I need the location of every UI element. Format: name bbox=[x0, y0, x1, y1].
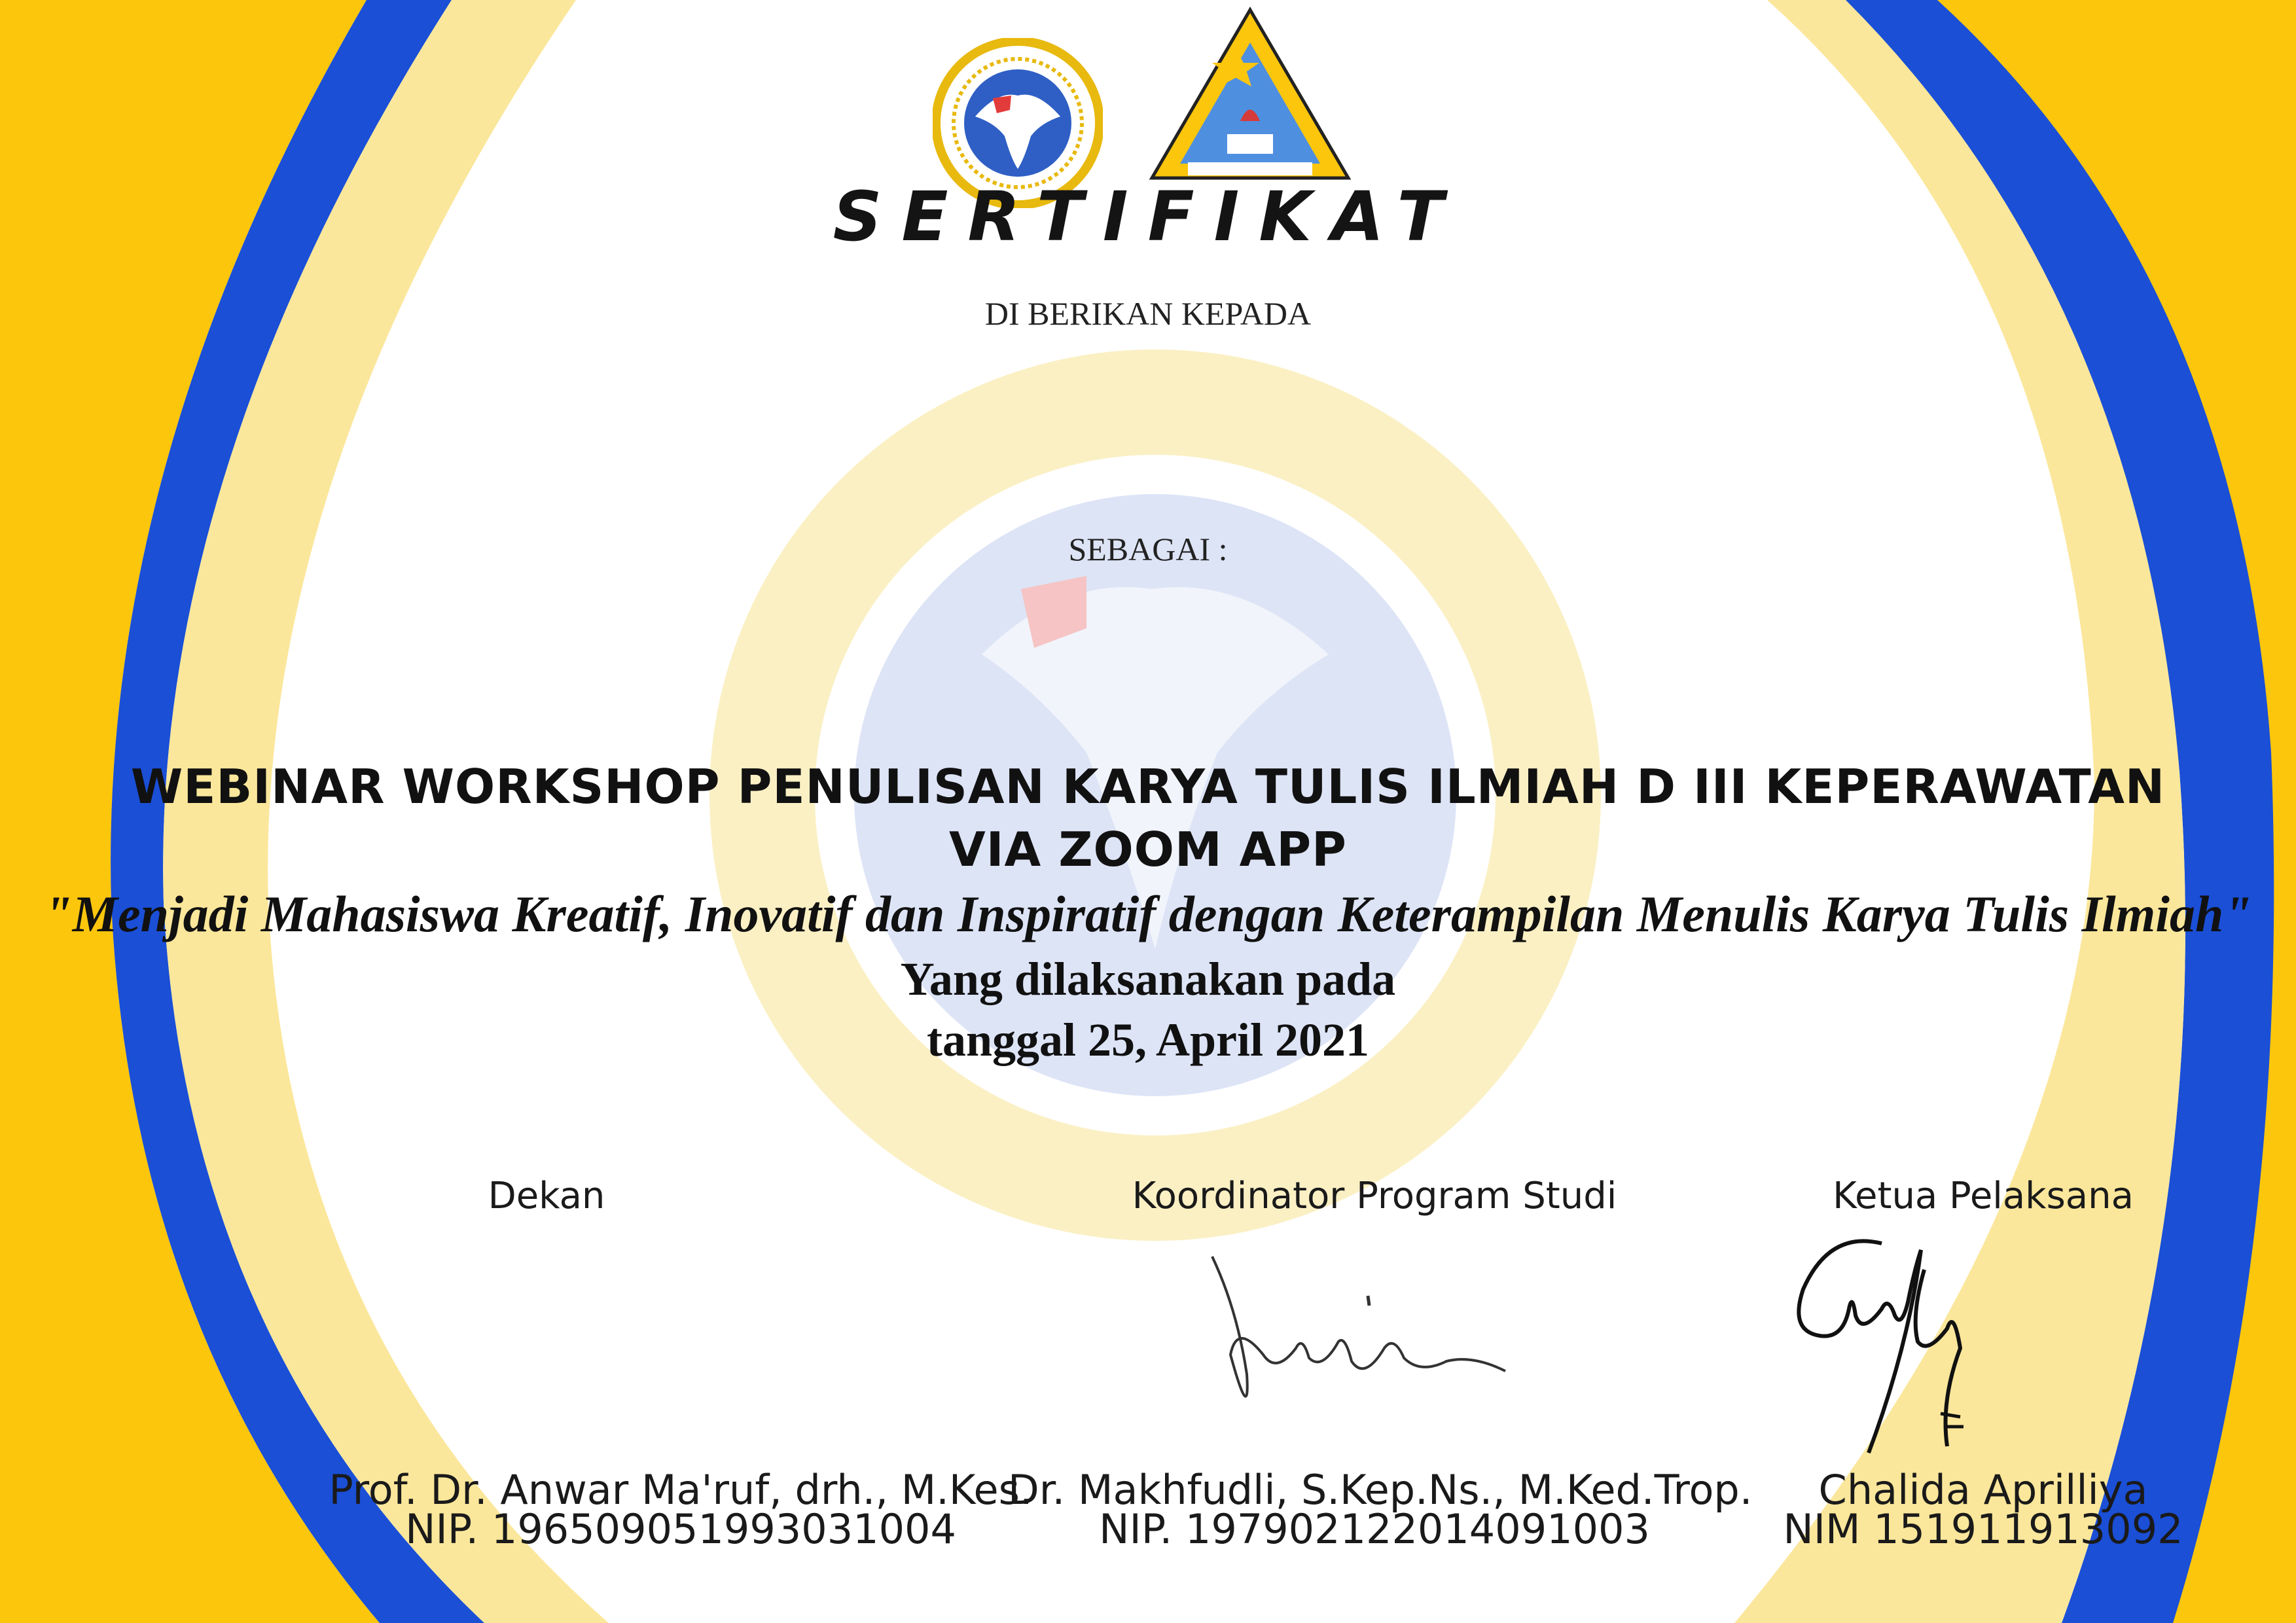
certificate-title: SERTIFIKAT bbox=[833, 177, 1463, 257]
signatory-role: Ketua Pelaksana bbox=[1833, 1175, 2134, 1217]
signatory-id: NIP. 196509051993031004 bbox=[405, 1505, 956, 1553]
chair-signature bbox=[1790, 1230, 2000, 1466]
event-title-line1: WEBINAR WORKSHOP PENULISAN KARYA TULIS ILMIAH D III KEPERAWATAN bbox=[130, 759, 2166, 814]
signatory-name: Dr. Makhfudli, S.Kep.Ns., M.Ked.Trop. bbox=[1008, 1466, 1753, 1514]
event-title-line2: VIA ZOOM APP bbox=[949, 822, 1347, 877]
coordinator-signature bbox=[1198, 1243, 1538, 1440]
signatory-name: Chalida Aprilliya bbox=[1818, 1466, 2148, 1514]
signatory-id: NIM 151911913092 bbox=[1783, 1505, 2183, 1553]
event-theme: "Menjadi Mahasiswa Kreatif, Inovatif dan Inspiratif dengan Keterampilan Menulis Karya Tulis Ilmiah" bbox=[44, 885, 2252, 942]
as-label: SEBAGAI : bbox=[1068, 531, 1228, 567]
signatory-dean bbox=[288, 1175, 1073, 1567]
signatory-role: Dekan bbox=[488, 1175, 605, 1217]
held-on-label: Yang dilaksanakan pada bbox=[900, 953, 1396, 1005]
signatory-name: Prof. Dr. Anwar Ma'ruf, drh., M.Kes. bbox=[329, 1466, 1033, 1514]
hima-triangle-logo bbox=[1149, 7, 1352, 183]
signatory-role: Koordinator Program Studi bbox=[1132, 1175, 1617, 1217]
event-date: tanggal 25, April 2021 bbox=[926, 1014, 1370, 1066]
signatory-id: NIP. 197902122014091003 bbox=[1099, 1505, 1650, 1553]
given-to-label: DI BERIKAN KEPADA bbox=[984, 295, 1312, 332]
